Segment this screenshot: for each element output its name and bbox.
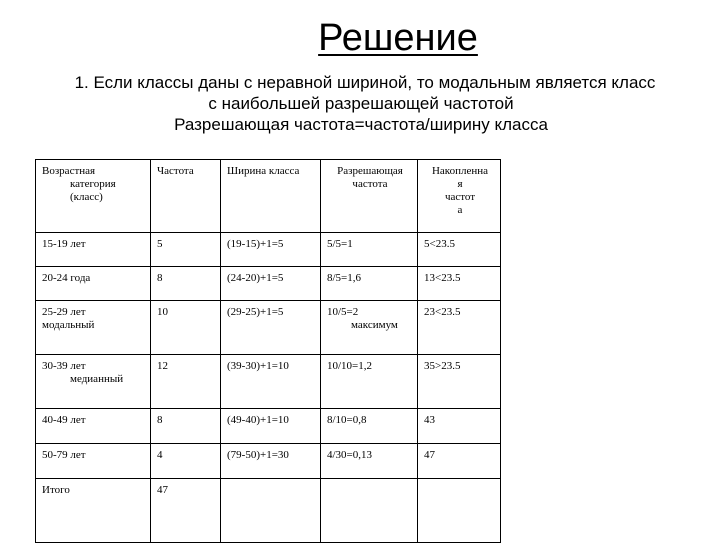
cell-cumulative-frequency [418, 479, 501, 543]
resolving-value: 10/5=2 [327, 306, 359, 318]
header-frequency: Частота [151, 160, 221, 233]
table-row [36, 301, 501, 355]
table-row [36, 444, 501, 479]
cell-category: 50-79 лет [36, 444, 151, 479]
slide-title-text: Решение [318, 17, 478, 59]
intro-text [0, 72, 720, 135]
category-label: 30-39 лет [42, 360, 86, 372]
cell-frequency: 8 [151, 267, 221, 301]
frequency-table [35, 159, 501, 543]
header-class-width: Ширина класса [221, 160, 321, 233]
cell-category: 40-49 лет [36, 409, 151, 444]
header-cumulative-frequency: Накопленна я частот а [418, 160, 501, 233]
intro-line-3: Разрешающая частота=частота/ширину класса [174, 115, 548, 134]
cell-resolving-frequency: 10/10=1,2 [321, 355, 418, 409]
table-row [36, 267, 501, 301]
cell-cumulative-frequency: 35>23.5 [418, 355, 501, 409]
cell-class-width: (49-40)+1=10 [221, 409, 321, 444]
cell-cumulative-frequency: 13<23.5 [418, 267, 501, 301]
cell-frequency: 12 [151, 355, 221, 409]
cell-resolving-frequency: 4/30=0,13 [321, 444, 418, 479]
cell-cumulative-frequency: 43 [418, 409, 501, 444]
table-row [36, 355, 501, 409]
cell-frequency: 10 [151, 301, 221, 355]
cell-frequency: 47 [151, 479, 221, 543]
cell-class-width: (29-25)+1=5 [221, 301, 321, 355]
cell-cumulative-frequency: 5<23.5 [418, 233, 501, 267]
cell-resolving-frequency: 8/5=1,6 [321, 267, 418, 301]
cell-resolving-frequency: 8/10=0,8 [321, 409, 418, 444]
table-header-row [36, 160, 501, 233]
cell-cumulative-frequency: 47 [418, 444, 501, 479]
cell-frequency: 4 [151, 444, 221, 479]
table-row-total [36, 479, 501, 543]
cell-resolving-frequency: 5/5=1 [321, 233, 418, 267]
header-category: Возрастная категория (класс) [36, 160, 151, 233]
cell-category: Итого [36, 479, 151, 543]
intro-line-1: 1. Если классы даны с неравной шириной, то модальным является класс [74, 73, 656, 92]
table-row [36, 409, 501, 444]
category-label: 25-29 лет [42, 306, 86, 318]
cell-frequency: 5 [151, 233, 221, 267]
cell-category: 15-19 лет [36, 233, 151, 267]
cell-class-width: (79-50)+1=30 [221, 444, 321, 479]
modal-note: модальный [42, 319, 95, 331]
cell-class-width: (19-15)+1=5 [221, 233, 321, 267]
intro-line-2: с наибольшей разрешающей частотой [208, 94, 514, 113]
cell-category [36, 355, 151, 409]
cell-resolving-frequency [321, 301, 418, 355]
cell-class-width: (39-30)+1=10 [221, 355, 321, 409]
cell-category: 20-24 года [36, 267, 151, 301]
cell-category [36, 301, 151, 355]
cell-resolving-frequency [321, 479, 418, 543]
cell-class-width: (24-20)+1=5 [221, 267, 321, 301]
maximum-note: максимум [351, 319, 398, 331]
slide-title [0, 16, 720, 60]
cell-frequency: 8 [151, 409, 221, 444]
cell-cumulative-frequency: 23<23.5 [418, 301, 501, 355]
cell-class-width [221, 479, 321, 543]
table-row [36, 233, 501, 267]
header-resolving-frequency: Разрешающая частота [321, 160, 418, 233]
median-note: медианный [70, 373, 124, 385]
